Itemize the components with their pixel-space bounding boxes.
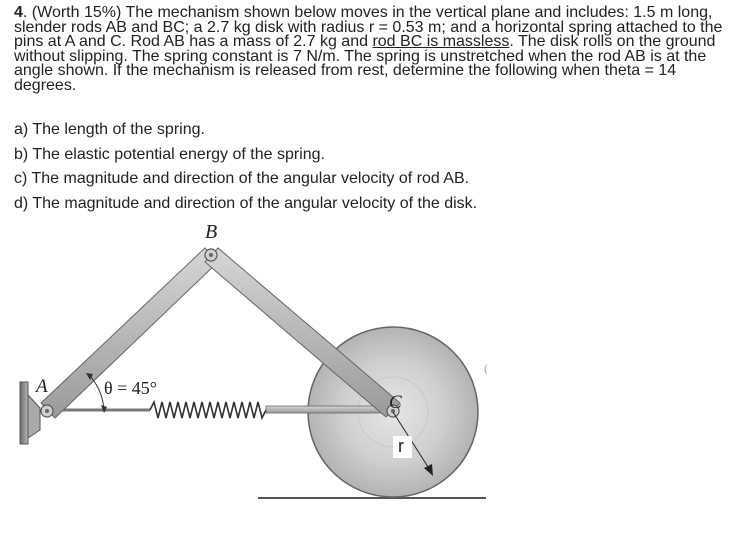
part-d: d) The magnitude and direction of the angular velocity of the disk. [14, 194, 478, 212]
label-r: r [398, 436, 404, 456]
label-b: B [205, 221, 218, 243]
wall-bracket [28, 395, 40, 438]
spring [150, 402, 266, 418]
pin-a-center [45, 409, 49, 413]
problem-underlined-text: rod BC is massless [372, 33, 510, 51]
stray-mark: ( [484, 364, 488, 375]
part-c: c) The magnitude and direction of the angular velocity of rod AB. [14, 170, 470, 187]
angle-label: θ = 45° [104, 378, 157, 398]
part-b: b) The elastic potential energy of the spring. [14, 145, 325, 163]
problem-text-1: . (Worth 15%) The mechanism shown below moves in the vertical plane and includes: 1.5 m long, slender rods AB and BC; a 2.7 kg disk with radius r = 0.53 m; and a horizontal spring attached to the pins at A and C. Rod AB has a mass of 2.7 kg and [14, 4, 723, 51]
label-c: C [389, 392, 402, 413]
problem-number: 4 [14, 4, 23, 21]
problem-text-2: . The disk rolls on the ground without slipping. The spring constant is 7 N/m. The spring is unstretched when the rod AB is at the angle shown. If the mechanism is released from rest, determine the following when theta = 14 degrees. [14, 33, 716, 94]
part-a: a) The length of the spring. [14, 121, 205, 138]
label-a: A [36, 376, 48, 397]
pin-b-center [209, 253, 213, 257]
wall-support [20, 382, 28, 444]
